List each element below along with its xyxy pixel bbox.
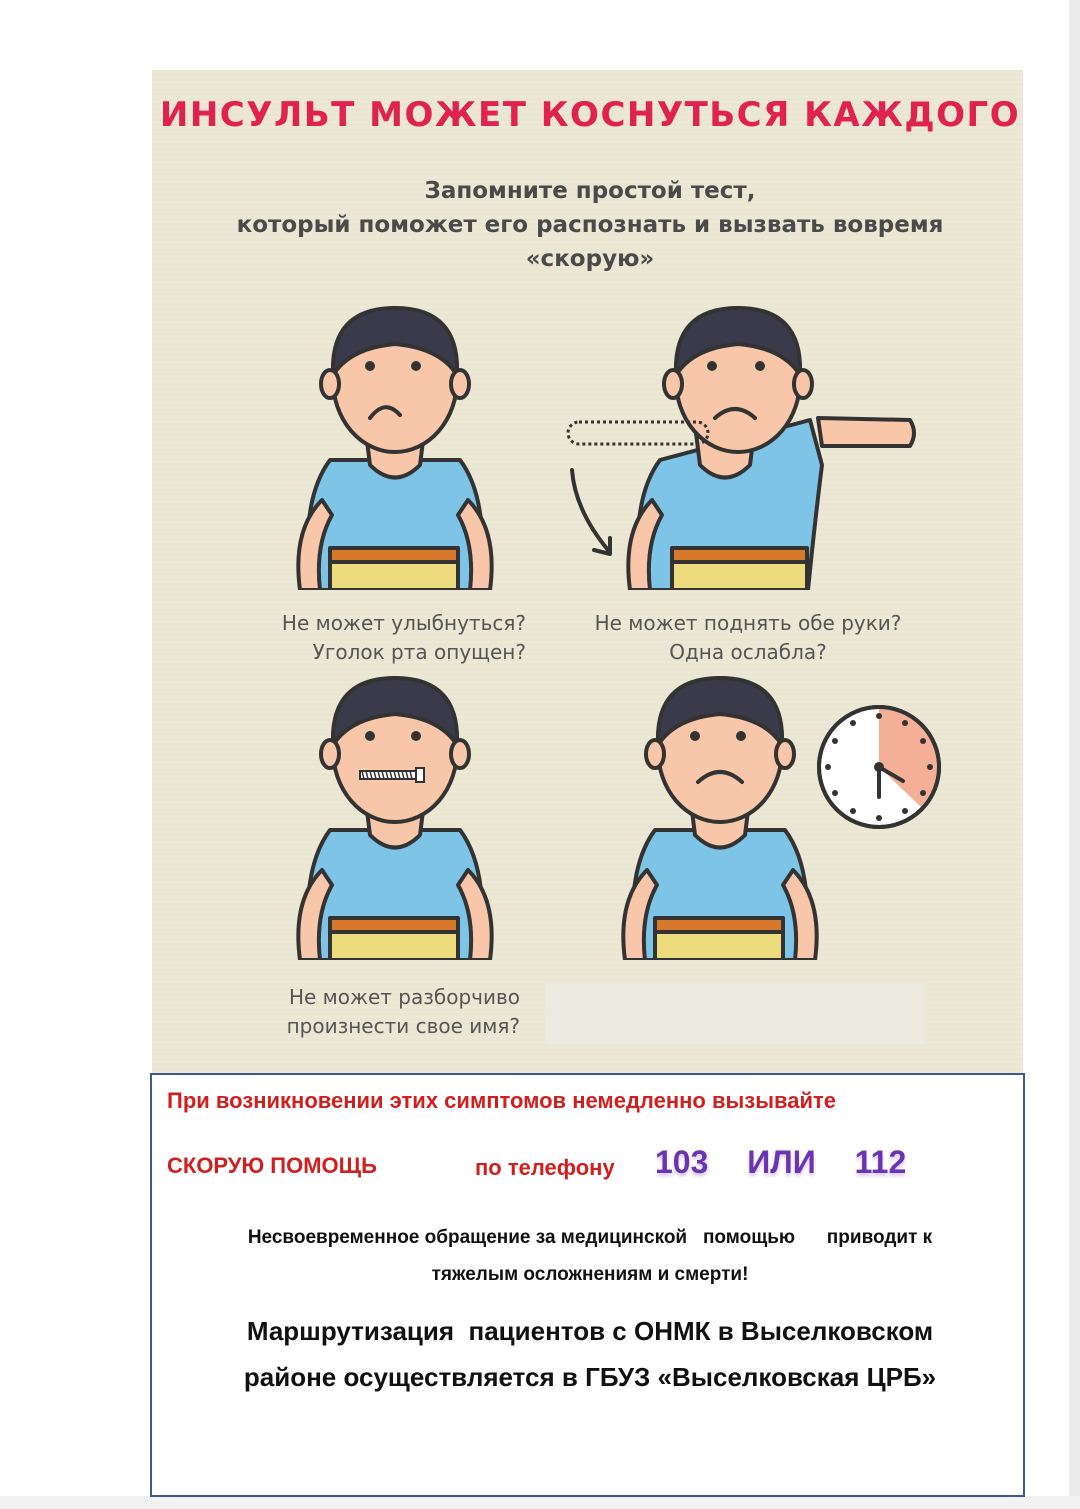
subtitle-line: который поможет его распознать и вызвать вовремя xyxy=(236,212,944,238)
page-bottom-edge xyxy=(0,1496,1080,1509)
poster-subtitle xyxy=(0,174,1080,276)
subtitle-line: «скорую» xyxy=(525,246,655,272)
caption-smile-line1: Не может улыбнуться? xyxy=(281,611,526,635)
notice-phone-label: по телефону xyxy=(475,1155,615,1180)
notice-call-line: При возникновении этих симптомов немедленно вызывайте xyxy=(167,1088,836,1113)
caption-arms-line1: Не может поднять обе руки? xyxy=(594,611,902,635)
sad-face-figure-icon xyxy=(270,300,520,590)
phone-number-103: 103 xyxy=(655,1144,709,1180)
caption-smile-line2: Уголок рта опущен? xyxy=(312,640,526,664)
caption-speech-line1: Не может разборчиво xyxy=(288,985,520,1009)
warning-line: Несвоевременное обращение за медицинской помощью приводит к xyxy=(247,1227,933,1248)
subtitle-line: Запомните простой тест, xyxy=(424,178,756,204)
warning-line: тяжелым осложнениям и смерти! xyxy=(431,1264,749,1285)
notice-ambulance: СКОРУЮ ПОМОЩЬ xyxy=(167,1153,377,1178)
routing-line: Маршрутизация пациентов с ОНМК в Выселковском xyxy=(246,1316,934,1346)
arm-drop-figure-icon xyxy=(560,300,920,590)
blank-patch xyxy=(545,983,925,1045)
notice-warning xyxy=(170,1219,1010,1293)
notice-routing xyxy=(170,1308,1010,1400)
caption-smile xyxy=(240,609,526,667)
phone-or: ИЛИ xyxy=(747,1144,816,1180)
notice-phone-numbers xyxy=(655,1144,936,1181)
routing-line: районе осуществляется в ГБУЗ «Выселковская ЦРБ» xyxy=(243,1362,937,1392)
clock-figure-icon xyxy=(595,670,955,960)
caption-arms-line2: Одна ослабла? xyxy=(669,640,827,664)
caption-speech xyxy=(240,983,520,1041)
zipped-mouth-figure-icon xyxy=(270,670,520,960)
caption-speech-line2: произнести свое имя? xyxy=(286,1014,520,1038)
caption-arms xyxy=(578,609,918,667)
poster-title: ИНСУЛЬТ МОЖЕТ КОСНУТЬСЯ КАЖДОГО xyxy=(159,95,1021,135)
phone-number-112: 112 xyxy=(854,1144,907,1180)
